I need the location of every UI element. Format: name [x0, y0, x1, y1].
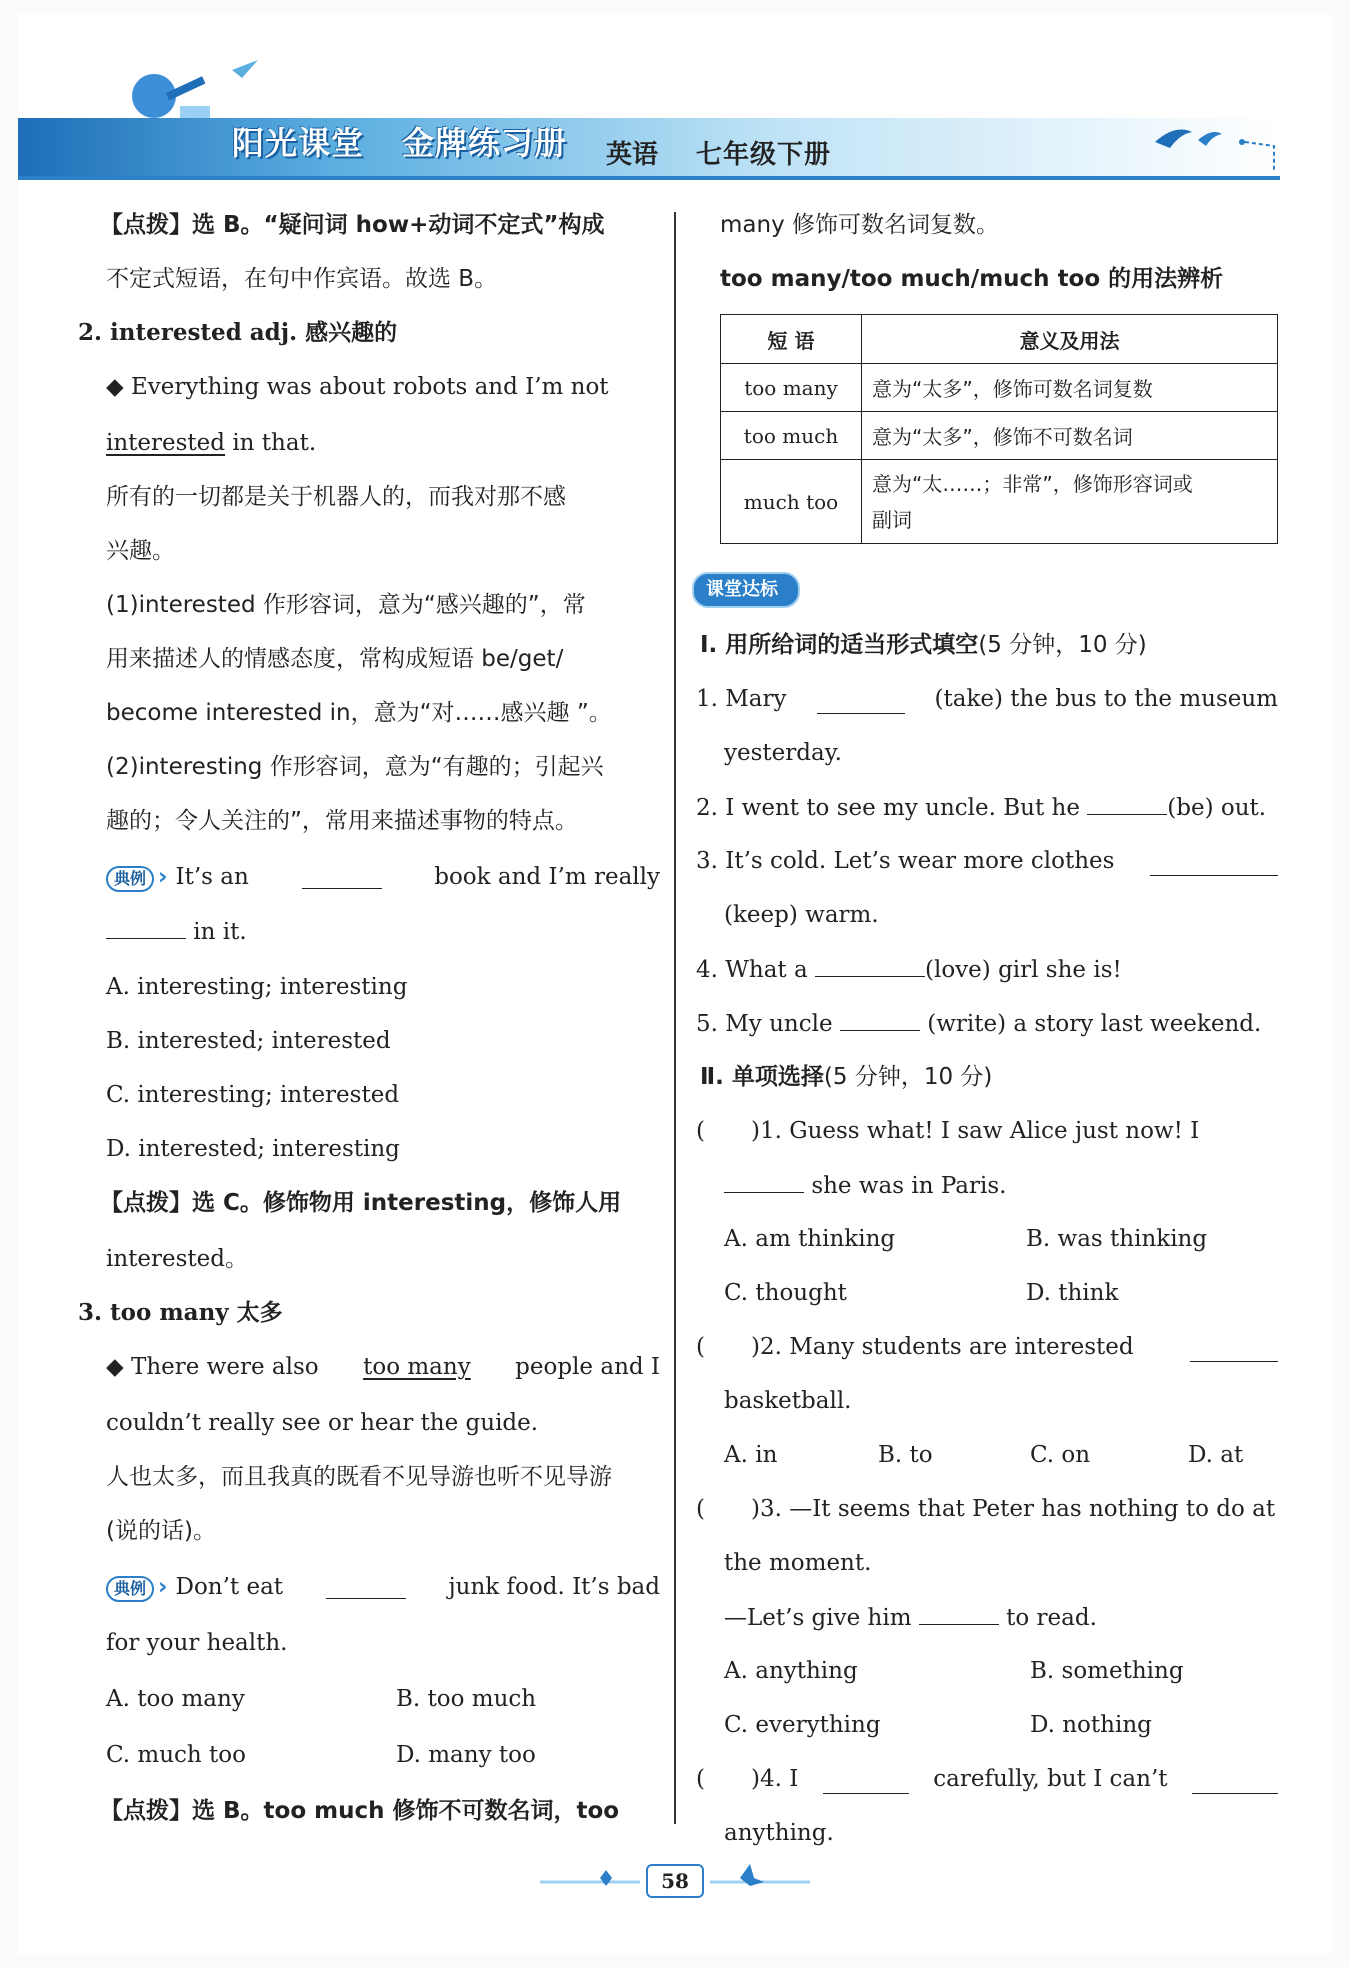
heading-interested: 2. interested adj. 感兴趣的: [78, 319, 398, 346]
option-b: B. was thinking: [1026, 1226, 1208, 1252]
example-tag: 典例: [106, 1576, 154, 1602]
tip-3-line-1: 【点拨】选 B。too much 修饰不可数名词，too: [100, 1798, 620, 1824]
table-cell-usage: 意为“太……；非常”，修饰形容词或 副词: [862, 460, 1278, 544]
brand-subtitle: 金牌练习册: [402, 124, 568, 162]
example-3-line-2: couldn’t really see or hear the guide.: [106, 1410, 539, 1436]
note-2-line-1: (2)interesting 作形容词，意为“有趣的；引起兴: [106, 754, 604, 780]
fill-question-2: 2. I went to see my uncle. But he (be) out.: [696, 792, 1266, 823]
option-a: A. interesting; interesting: [106, 974, 408, 1000]
tip-3-continued: many 修饰可数名词复数。: [720, 212, 999, 238]
underlined-interested: interested: [106, 430, 226, 456]
option-d: D. think: [1026, 1280, 1119, 1306]
answer-blank[interactable]: [919, 1602, 999, 1625]
option-d: D. nothing: [1030, 1712, 1152, 1738]
section-badge: 课堂达标: [692, 572, 800, 608]
example-2-line-1: ◆ Everything was about robots and I’m not: [106, 374, 609, 400]
note-1-line-1: (1)interested 作形容词，意为“感兴趣的”，常: [106, 592, 586, 618]
arrow-icon: ›: [158, 864, 168, 890]
example-question-2-line-2: in it.: [106, 916, 247, 947]
option-b: B. too much: [396, 1686, 537, 1712]
header-stripe: [18, 176, 1280, 180]
tip-2-line-1: 【点拨】选 C。修饰物用 interesting，修饰人用: [100, 1190, 622, 1216]
answer-blank[interactable]: [1150, 853, 1278, 876]
answer-blank[interactable]: [106, 916, 186, 939]
option-a: A. too many: [106, 1686, 245, 1712]
column-divider: [674, 212, 676, 1824]
choice-question-3-line-1: ( )3. —It seems that Peter has nothing to do at: [696, 1496, 1276, 1522]
answer-blank[interactable]: [1192, 1771, 1278, 1794]
grade-label: 七年级下册: [696, 140, 832, 170]
tip-2-line-2: interested。: [106, 1246, 249, 1272]
option-a: A. am thinking: [724, 1226, 896, 1252]
table-cell-phrase: too many: [721, 364, 862, 412]
option-b: B. something: [1030, 1658, 1184, 1684]
table-title: too many/too much/much too 的用法辨析: [720, 266, 1224, 292]
page-header: [0, 0, 1350, 200]
note-2-line-2: 趣的；令人关注的”，常用来描述事物的特点。: [106, 808, 578, 834]
table-cell-usage: 意为“太多”，修饰不可数名词: [862, 412, 1278, 460]
tip-1-line-2: 不定式短语，在句中作宾语。故选 B。: [106, 266, 498, 292]
note-1-line-2: 用来描述人的情感态度，常构成短语 be/get/: [106, 646, 564, 672]
table-header-usage: 意义及用法: [862, 315, 1278, 364]
section-1-heading: Ⅰ. 用所给词的适当形式填空(5 分钟，10 分): [700, 632, 1147, 658]
option-c: C. everything: [724, 1712, 881, 1738]
table-header-phrase: 短 语: [721, 315, 862, 364]
answer-blank[interactable]: [724, 1170, 804, 1193]
answer-blank[interactable]: [815, 954, 925, 977]
choice-question-1-line-1: ( )1. Guess what! I saw Alice just now! I: [696, 1118, 1200, 1144]
option-c: C. on: [1030, 1442, 1091, 1468]
option-d: D. many too: [396, 1742, 536, 1768]
section-2-heading: Ⅱ. 单项选择(5 分钟，10 分): [700, 1064, 993, 1090]
answer-blank[interactable]: [302, 866, 382, 889]
choice-question-3-line-3: —Let’s give him to read.: [724, 1602, 1097, 1633]
answer-blank[interactable]: [1190, 1339, 1278, 1362]
fill-question-1-line-1: 1. Mary (take) the bus to the museum: [696, 686, 1278, 712]
translation-2-line-2: 兴趣。: [106, 538, 175, 564]
option-c: C. thought: [724, 1280, 847, 1306]
answer-blank[interactable]: [817, 691, 905, 714]
option-d: D. interested; interesting: [106, 1136, 400, 1162]
page-number: 58: [646, 1864, 704, 1898]
example-question-3-line-1: 典例 › Don’t eat junk food. It’s bad: [106, 1572, 660, 1602]
example-tag: 典例: [106, 866, 154, 892]
fill-question-3-line-1: 3. It’s cold. Let’s wear more clothes: [696, 846, 1278, 876]
option-b: B. interested; interested: [106, 1028, 391, 1054]
fill-question-3-line-2: (keep) warm.: [724, 902, 879, 928]
choice-question-1-line-2: she was in Paris.: [724, 1170, 1006, 1201]
translation-2-line-1: 所有的一切都是关于机器人的，而我对那不感: [106, 484, 566, 510]
table-cell-phrase: much too: [721, 460, 862, 544]
answer-blank[interactable]: [823, 1771, 909, 1794]
option-c: C. much too: [106, 1742, 246, 1768]
brand-title: 阳光课堂: [232, 124, 365, 162]
answer-blank[interactable]: [1087, 792, 1167, 815]
answer-blank[interactable]: [840, 1008, 920, 1031]
translation-3-line-2: (说的话)。: [106, 1518, 216, 1544]
subject-label: 英语: [606, 140, 659, 170]
note-1-line-3: become interested in，意为“对……感兴趣 ”。: [106, 700, 612, 726]
choice-question-2-line-1: ( )2. Many students are interested: [696, 1332, 1278, 1362]
option-d: D. at: [1188, 1442, 1244, 1468]
choice-question-2-line-2: basketball.: [724, 1388, 852, 1414]
answer-blank[interactable]: [326, 1576, 406, 1599]
option-b: B. to: [878, 1442, 933, 1468]
option-a: A. in: [724, 1442, 778, 1468]
translation-3-line-1: 人也太多，而且我真的既看不见导游也听不见导游: [106, 1464, 612, 1490]
option-a: A. anything: [724, 1658, 858, 1684]
choice-question-3-line-2: the moment.: [724, 1550, 872, 1576]
example-2-line-2: interested in that.: [106, 430, 317, 456]
example-question-2-line-1: 典例 › It’s an book and I’m really: [106, 862, 660, 892]
underlined-too-many: too many: [363, 1354, 471, 1380]
usage-table: [720, 314, 1278, 544]
choice-question-4-line-1: ( )4. I carefully, but I can’t: [696, 1764, 1278, 1794]
birds-icon: [1150, 112, 1280, 172]
fill-question-4: 4. What a (love) girl she is!: [696, 954, 1122, 985]
fill-question-1-line-2: yesterday.: [724, 740, 842, 766]
example-3-line-1: ◆ There were also too many people and I: [106, 1354, 660, 1380]
table-cell-phrase: too much: [721, 412, 862, 460]
choice-question-4-line-2: anything.: [724, 1820, 834, 1846]
option-c: C. interesting; interested: [106, 1082, 400, 1108]
example-question-3-line-2: for your health.: [106, 1630, 288, 1656]
fill-question-5: 5. My uncle (write) a story last weekend.: [696, 1008, 1261, 1039]
table-cell-usage: 意为“太多”，修饰可数名词复数: [862, 364, 1278, 412]
tip-1-line-1: 【点拨】选 B。“疑问词 how+动词不定式”构成: [100, 212, 605, 238]
arrow-icon: ›: [158, 1574, 168, 1600]
heading-too-many: 3. too many 太多: [78, 1299, 283, 1326]
